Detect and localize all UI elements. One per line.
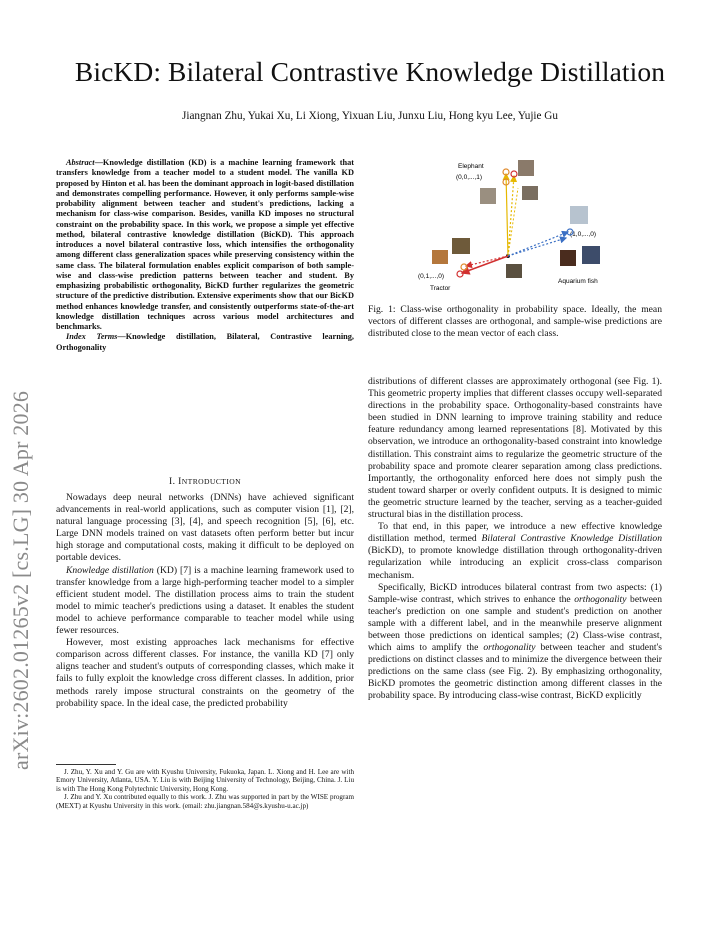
elephant-coordinate: (0,0,...,1) bbox=[456, 174, 483, 181]
fish-image bbox=[570, 206, 588, 224]
tractor-image bbox=[506, 264, 522, 278]
figure-1-caption: Fig. 1: Class-wise orthogonality in probability space. Ideally, the mean vectors of different classes are orthogonal, and sample-wise predictions are distributed close to the mean vector of each class. bbox=[368, 304, 662, 340]
index-terms-label: Index Terms bbox=[66, 332, 118, 342]
footnotes bbox=[56, 768, 354, 810]
tractor-image bbox=[432, 250, 448, 264]
footnote-affiliations: J. Zhu, Y. Xu and Y. Gu are with Kyushu University, Fukuoka, Japan. L. Xiong and H. Lee are with Emory University, Atlanta, USA. Y. Liu is with Beijing University of Technology, Beijing, China. J. Liu is with The Hong Kong Polytechnic University, Hong Kong. bbox=[56, 768, 354, 793]
tractor-prediction bbox=[461, 264, 467, 270]
fish-arrow bbox=[508, 232, 568, 256]
right-paragraph-3: Specifically, BicKD introduces bilateral contrast from two aspects: (1) Sample-wise contrast, which strives to enhance the orthogonality between teacher's prediction on one sample and student's prediction on another sample with a different label, and in the meanwhile preserve alignment between those predictions on identical samples; (2) Class-wise contrast, which aims to amplify the orthogonality between teacher and student's predictions on distinct classes and to minimize the divergence between their predictions on the same class (see Fig. 2). By emphasizing orthogonality, BicKD promotes the geometric distinction among different classes in the probability space. By introducing class-wise contrast, BicKD explicitly bbox=[368, 581, 662, 702]
elephant-arrow bbox=[508, 188, 518, 256]
tractor-label: Tractor bbox=[430, 285, 451, 292]
fish-label: Aquarium fish bbox=[558, 278, 598, 285]
right-column-text bbox=[368, 376, 662, 703]
paper-title: BicKD: Bilateral Contrastive Knowledge Distillation bbox=[74, 56, 666, 87]
abstract-label: Abstract bbox=[66, 158, 95, 167]
footnote-rule bbox=[56, 764, 116, 765]
elephant-image bbox=[522, 186, 538, 200]
tractor-image bbox=[452, 238, 470, 254]
fish-coordinate: (1,0,...,0) bbox=[570, 231, 597, 238]
elephant-image bbox=[518, 160, 534, 176]
right-paragraph-1: distributions of different classes are approximately orthogonal (see Fig. 1). This geometric property implies that different classes occupy well-separated directions in the probability space. Orthogonality-based constraints have been studied in DNN learning to improve training stability and reduce feature redundancy among learned representations [8]. Motivated by this observation, we introduce an orthogonality-based constraint into knowledge distillation. This constraint aims to regularize the geometric structure of the probability space and promote clearer separation among class predictions. Importantly, the orthogonality enforced here does not simply push the student toward sharper or overly confident outputs. It is designed to mimic the geometric structure learned by the teacher, serving as a teacher-guided structural bias in the distillation process. bbox=[368, 376, 662, 521]
abstract bbox=[56, 158, 354, 353]
introduction-text bbox=[56, 492, 354, 710]
right-paragraph-2: To that end, in this paper, we introduce a new effective knowledge distillation method, termed Bilateral Contrastive Knowledge Distillation (BicKD), to promote knowledge distillation through orthogonality-driven regularization while introducing an explicit cross-class comparison mechanism. bbox=[368, 521, 662, 581]
tractor-coordinate: (0,1,...,0) bbox=[418, 273, 445, 280]
elephant-arrow bbox=[508, 176, 514, 256]
elephant-label: Elephant bbox=[458, 163, 484, 170]
intro-paragraph-2: Knowledge distillation (KD) [7] is a machine learning framework used to transfer knowledge from a large high-performing teacher model to a simpler efficient student model. The distillation process aims to train the student model to mimic teacher's predictions using a dataset. It enables the student model to achieve performance comparable to teacher model while using fewer resources. bbox=[56, 564, 354, 637]
footnote-contributions: J. Zhu and Y. Xu contributed equally to this work. J. Zhu was supported in part by the WISE program (MEXT) at Kyushu University in this work. (email: zhu.jiangnan.584@s.kyushu-u.ac.jp) bbox=[56, 793, 354, 810]
section-heading-introduction: I. INTRODUCTION bbox=[168, 476, 242, 487]
index-terms-body: —Knowledge distillation, Bilateral, Contrastive learning, Orthogonality bbox=[56, 332, 354, 352]
figure-1 bbox=[410, 158, 620, 298]
elephant-image bbox=[480, 188, 496, 204]
arxiv-identifier: arXiv:2602.01265v2 [cs.LG] 30 Apr 2026 bbox=[8, 390, 33, 770]
intro-paragraph-1: Nowadays deep neural networks (DNNs) have achieved significant advancements in real-world applications, such as computer vision [1], [2], natural language processing [3], [4], and speech recognition [5], [6], etc. Large DNN models trained on vast datasets often perform better but incur high storage and computational costs, making it difficult to be deployed on portable devices. bbox=[56, 492, 354, 564]
tractor-prediction bbox=[457, 271, 463, 277]
author-list: Jiangnan Zhu, Yukai Xu, Li Xiong, Yixuan Liu, Junxu Liu, Hong kyu Lee, Yujie Gu bbox=[182, 110, 558, 122]
tractor-arrow bbox=[462, 256, 508, 273]
intro-paragraph-3: However, most existing approaches lack mechanisms for effective comparison across different classes. For instance, the vanilla KD [7] only aligns teacher and student's outputs of corresponding classes, which make it fails to fully exploit the knowledge cross different classes. In addition, prior methods rarely impose structural constraints on the geometry of the probability space. In the ideal case, the predicted probability bbox=[56, 637, 354, 709]
orthogonality-diagram bbox=[410, 158, 620, 298]
fish-image bbox=[582, 246, 600, 264]
elephant-arrow bbox=[506, 174, 508, 256]
abstract-body: —Knowledge distillation (KD) is a machine learning framework that transfers knowledge from a teacher model to a student model. The vanilla KD proposed by Hinton et al. has been the dominant approach in logit-based distillation and demonstrates compelling performance. However, it only performs sample-wise probability alignment between teacher and student's predictions, lacking a mechanism for class-wise comparison. Besides, vanilla KD imposes no structural constraint on the probability space. In this work, we propose a simple yet effective method, bilateral contrastive knowledge distillation (BicKD). This approach introduces a novel bilateral contrastive loss, which intensifies the orthogonality among different class generalization spaces while preserving consistency within the same class. The bilateral formulation enables explicit comparison of both sample-wise and class-wise prediction patterns between teacher and student. By emphasizing probabilistic orthogonality, BicKD further regularizes the geometric structure of the predictive distribution. Extensive experiments show that our BicKD method enhances knowledge transfer, and consistently outperforms state-of-the-art knowledge distillation techniques across various model architectures and benchmarks. bbox=[56, 158, 354, 331]
fish-arrow bbox=[508, 238, 566, 256]
fish-image bbox=[560, 250, 576, 266]
